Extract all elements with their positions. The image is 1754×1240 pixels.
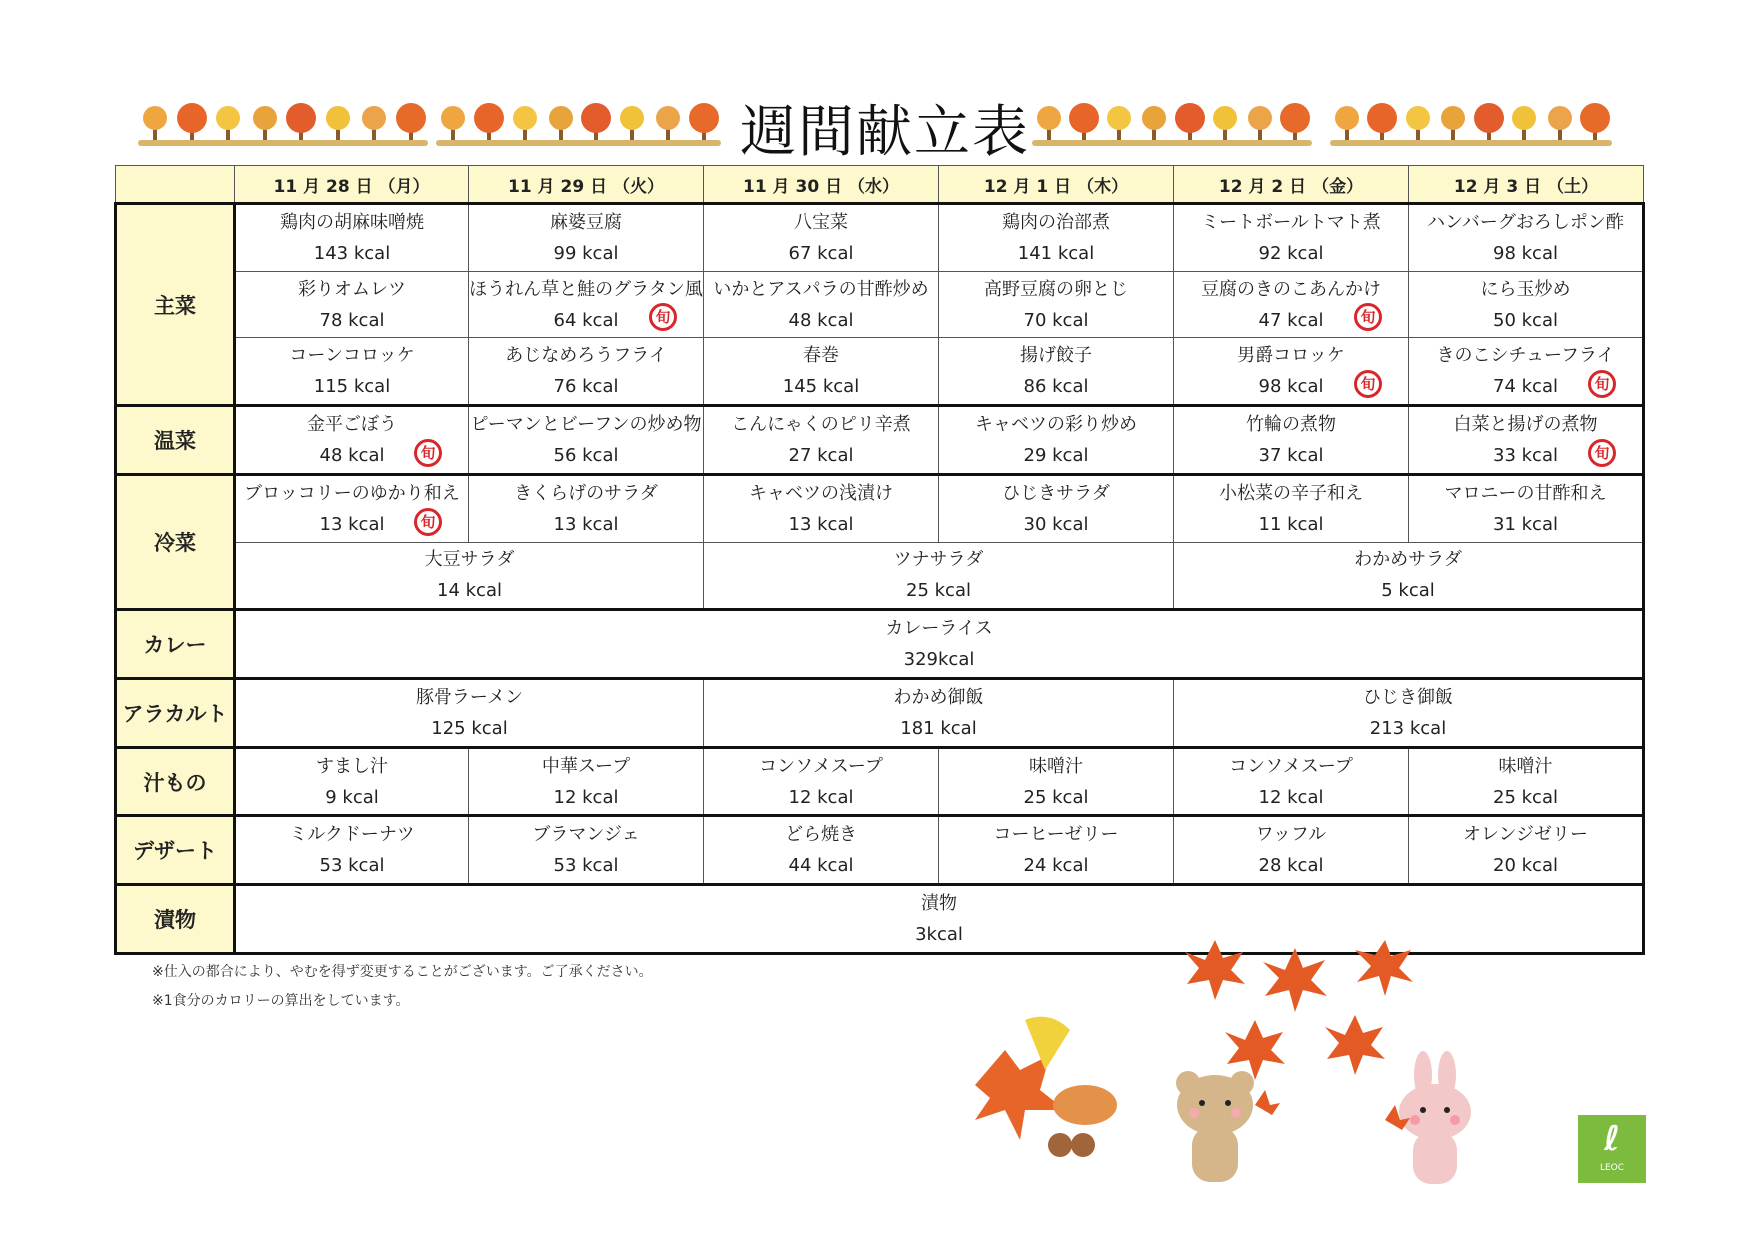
dish-name: 男爵コロッケ [1237, 345, 1345, 367]
dish-name: どら焼き [785, 824, 857, 846]
logo-mark-icon: ℓ [1603, 1119, 1621, 1159]
dish-kcal: 12 kcal [1258, 786, 1324, 808]
row-main [116, 271, 1644, 338]
dish-kcal: 53 kcal [553, 855, 619, 877]
dish-name: 八宝菜 [794, 211, 848, 233]
dish-name: ひじき御飯 [1363, 686, 1453, 708]
page-title: 週間献立表 [740, 100, 1030, 165]
dish-name: わかめ御飯 [893, 686, 984, 708]
dish-name: ひじきサラダ [1002, 482, 1110, 504]
dish-name: 豆腐のきのこあんかけ [1201, 278, 1381, 300]
dish-kcal: 67 kcal [788, 242, 854, 264]
menu-cell [235, 542, 704, 610]
dish-name: 春巻 [803, 345, 839, 367]
menu-cell [939, 406, 1174, 475]
menu-cell [235, 204, 469, 272]
dish-kcal: 115 kcal [313, 376, 391, 398]
autumn-tree-icon [1243, 102, 1277, 142]
menu-cell [1174, 474, 1409, 542]
autumn-tree-icon [687, 102, 721, 142]
dish-kcal: 92 kcal [1258, 242, 1324, 264]
footnotes [152, 958, 653, 1016]
dish-name: キャベツの浅漬け [749, 482, 893, 504]
menu-cell [1409, 204, 1644, 272]
autumn-tree-icon [1401, 102, 1435, 142]
dish-kcal: 74 kcal [1493, 376, 1558, 398]
menu-cell [235, 678, 704, 747]
menu-cell [1174, 678, 1644, 747]
autumn-tree-icon [1543, 102, 1577, 142]
rabbit-character [1385, 1050, 1495, 1190]
dish-kcal: 3kcal [915, 924, 963, 946]
dish-kcal: 5 kcal [1381, 580, 1435, 602]
dish-name: 豚骨ラーメン [415, 686, 524, 708]
menu-cell [939, 747, 1174, 816]
dish-name: コンソメスープ [759, 755, 883, 777]
menu-cell [939, 474, 1174, 542]
dish-name: ハンバーグおろしポン酢 [1427, 211, 1624, 233]
dish-name: ツナサラダ [893, 549, 984, 571]
menu-cell [235, 271, 469, 338]
category-dessert: デザート [116, 816, 235, 885]
dish-name: 味噌汁 [1029, 755, 1083, 777]
dish-name: 麻婆豆腐 [550, 211, 622, 233]
category-pickles: 漬物 [116, 885, 235, 954]
dish-name: 小松菜の辛子和え [1219, 482, 1363, 504]
menu-cell [469, 406, 704, 475]
menu-cell [1409, 747, 1644, 816]
dish-name: ワッフル [1255, 824, 1327, 846]
menu-cell [1174, 204, 1409, 272]
dish-kcal: 47 kcal [1258, 309, 1324, 331]
day-header: 12 月 3 日 （土） [1409, 166, 1644, 204]
day-header: 12 月 2 日 （金） [1174, 166, 1409, 204]
dish-name: カレーライス [885, 618, 993, 640]
dish-name: ブラマンジェ [532, 824, 640, 846]
autumn-tree-icon [357, 102, 391, 142]
dish-kcal: 12 kcal [553, 786, 619, 808]
seasonal-stamp-icon: 旬 [1588, 439, 1616, 467]
dish-kcal: 181 kcal [900, 717, 977, 739]
dish-kcal: 53 kcal [319, 855, 385, 877]
dish-kcal: 86 kcal [1023, 376, 1089, 398]
day-header: 11 月 28 日 （月） [235, 166, 469, 204]
menu-cell [704, 406, 939, 475]
autumn-tree-icon [615, 102, 649, 142]
menu-cell [469, 816, 704, 885]
dish-name: ミートボールトマト煮 [1201, 211, 1381, 233]
dish-name: ほうれん草と鮭のグラタン風 [469, 278, 703, 300]
dish-kcal: 78 kcal [319, 309, 385, 331]
note-line: ※1食分のカロリーの算出をしています。 [152, 993, 410, 1009]
seasonal-stamp-icon: 旬 [1354, 303, 1382, 331]
dish-kcal: 25 kcal [1023, 786, 1089, 808]
dish-name: 金平ごぼう [307, 413, 397, 435]
autumn-tree-icon [394, 102, 428, 142]
row-warm [116, 406, 1644, 475]
menu-cell [939, 204, 1174, 272]
autumn-tree-icon [321, 102, 355, 142]
category-main: 主菜 [116, 204, 235, 406]
row-dessert [116, 816, 1644, 885]
note-line: ※仕入の都合により、やむを得ず変更することがございます。ご了承ください。 [152, 964, 653, 980]
autumn-tree-icon [1365, 102, 1399, 142]
dish-name: 大豆サラダ [424, 549, 515, 571]
autumn-tree-icon [1102, 102, 1136, 142]
autumn-tree-icon [1578, 102, 1612, 142]
autumn-tree-icon [544, 102, 578, 142]
leoc-logo [1578, 1115, 1646, 1183]
dish-kcal: 13 kcal [319, 513, 385, 535]
autumn-tree-icon [508, 102, 542, 142]
menu-cell [469, 204, 704, 272]
menu-cell [939, 271, 1174, 338]
row-alacarte [116, 678, 1644, 747]
menu-cell [235, 816, 469, 885]
dish-name: すまし汁 [316, 755, 388, 777]
menu-cell [1174, 542, 1644, 610]
menu-cell [235, 474, 469, 542]
dish-kcal: 141 kcal [1017, 242, 1095, 264]
autumn-tree-icon [436, 102, 470, 142]
dish-name: わかめサラダ [1354, 549, 1462, 571]
seasonal-stamp-icon: 旬 [1354, 370, 1382, 398]
dish-name: 揚げ餃子 [1020, 345, 1092, 367]
dish-name: キャベツの彩り炒め [975, 413, 1137, 435]
seasonal-stamp-icon: 旬 [414, 508, 442, 536]
dish-kcal: 64 kcal [553, 309, 619, 331]
autumn-tree-icon [1278, 102, 1312, 142]
category-cold: 冷菜 [116, 474, 235, 609]
menu-cell [704, 678, 1174, 747]
menu-cell [1174, 338, 1409, 406]
menu-cell [939, 338, 1174, 406]
category-warm: 温菜 [116, 406, 235, 475]
dish-name: 竹輪の煮物 [1246, 413, 1336, 435]
row-cold [116, 474, 1644, 542]
dish-kcal: 125 kcal [431, 717, 508, 739]
dish-kcal: 99 kcal [553, 242, 619, 264]
dish-name: 味噌汁 [1498, 755, 1553, 777]
menu-cell [1409, 406, 1644, 475]
dish-kcal: 24 kcal [1023, 855, 1089, 877]
dish-kcal: 13 kcal [788, 513, 854, 535]
row-main [116, 338, 1644, 406]
dish-name: 高野豆腐の卵とじ [984, 278, 1128, 300]
autumn-tree-icon [1208, 102, 1242, 142]
day-header: 11 月 29 日 （火） [469, 166, 704, 204]
autumn-leaves-illustration [965, 1010, 1125, 1160]
menu-cell [469, 338, 704, 406]
menu-cell [704, 542, 1174, 610]
dish-kcal: 98 kcal [1258, 376, 1324, 398]
day-header: 11 月 30 日 （水） [704, 166, 939, 204]
dish-kcal: 30 kcal [1023, 513, 1089, 535]
autumn-tree-icon [248, 102, 282, 142]
dish-name: にら玉炒め [1480, 278, 1571, 300]
row-salads [116, 542, 1644, 610]
category-soup: 汁もの [116, 747, 235, 816]
autumn-tree-icon [1173, 102, 1207, 142]
dish-kcal: 50 kcal [1493, 309, 1558, 331]
dish-kcal: 27 kcal [788, 444, 854, 466]
dish-name: オレンジゼリー [1462, 824, 1589, 846]
dish-kcal: 28 kcal [1258, 855, 1324, 877]
dish-name: 漬物 [921, 893, 957, 915]
dish-name: マロニーの甘酢和え [1444, 482, 1607, 504]
autumn-tree-icon [1137, 102, 1171, 142]
dish-name: ブロッコリーのゆかり和え [244, 482, 460, 504]
dish-name: あじなめろうフライ [505, 345, 667, 367]
category-curry: カレー [116, 610, 235, 679]
dish-kcal: 9 kcal [325, 786, 379, 808]
menu-cell [1174, 816, 1409, 885]
dish-kcal: 76 kcal [553, 376, 619, 398]
menu-cell [469, 474, 704, 542]
menu-cell [704, 816, 939, 885]
dish-name: 中華スープ [541, 755, 631, 777]
autumn-tree-icon [1436, 102, 1470, 142]
menu-cell [1409, 271, 1644, 338]
header-corner [116, 166, 235, 204]
menu-cell [235, 338, 469, 406]
category-alacarte: アラカルト [116, 678, 235, 747]
seasonal-stamp-icon: 旬 [1588, 370, 1616, 398]
autumn-tree-icon [211, 102, 245, 142]
dish-name: コーヒーゼリー [993, 824, 1119, 846]
autumn-tree-icon [1067, 102, 1101, 142]
dish-kcal: 20 kcal [1493, 855, 1558, 877]
menu-cell [235, 610, 1644, 679]
seasonal-stamp-icon: 旬 [414, 439, 442, 467]
dish-name: 鶏肉の治部煮 [1002, 211, 1110, 233]
menu-table [114, 165, 1642, 955]
dish-kcal: 70 kcal [1023, 309, 1089, 331]
dish-kcal: 25 kcal [1493, 786, 1558, 808]
dish-name: 彩りオムレツ [298, 278, 406, 300]
dish-kcal: 329kcal [903, 649, 975, 671]
header-row [116, 166, 1644, 204]
row-soup [116, 747, 1644, 816]
bear-character [1170, 1065, 1280, 1190]
menu-cell [704, 747, 939, 816]
autumn-tree-icon [138, 102, 172, 142]
menu-cell [704, 271, 939, 338]
autumn-tree-icon [284, 102, 318, 142]
menu-cell [1409, 474, 1644, 542]
dish-kcal: 48 kcal [788, 309, 854, 331]
logo-text: LEOC [1599, 1163, 1625, 1173]
autumn-tree-icon [651, 102, 685, 142]
tree-row-left-1 [138, 100, 428, 146]
tree-row-right-1 [1032, 100, 1312, 146]
menu-cell [1174, 271, 1409, 338]
menu-cell [704, 474, 939, 542]
menu-cell [939, 816, 1174, 885]
menu-cell [704, 204, 939, 272]
autumn-tree-icon [1507, 102, 1541, 142]
dish-kcal: 48 kcal [319, 444, 385, 466]
menu-cell [235, 406, 469, 475]
dish-kcal: 44 kcal [788, 855, 854, 877]
tree-row-left-2 [436, 100, 721, 146]
autumn-tree-icon [1472, 102, 1506, 142]
autumn-tree-icon [1330, 102, 1364, 142]
row-curry [116, 610, 1644, 679]
dish-name: いかとアスパラの甘酢炒め [713, 278, 929, 300]
dish-kcal: 98 kcal [1493, 242, 1558, 264]
dish-kcal: 31 kcal [1493, 513, 1558, 535]
tree-row-right-2 [1330, 100, 1612, 146]
dish-kcal: 29 kcal [1023, 444, 1089, 466]
menu-cell [1174, 406, 1409, 475]
autumn-tree-icon [472, 102, 506, 142]
menu-cell [1409, 338, 1644, 406]
dish-kcal: 14 kcal [437, 580, 502, 602]
dish-name: コンソメスープ [1229, 755, 1353, 777]
dish-name: きのこシチューフライ [1436, 345, 1615, 367]
dish-kcal: 143 kcal [313, 242, 391, 264]
menu-cell [469, 271, 704, 338]
menu-cell [235, 747, 469, 816]
dish-name: こんにゃくのピリ辛煮 [731, 413, 911, 435]
menu-cell [1174, 747, 1409, 816]
row-main [116, 204, 1644, 272]
dish-kcal: 145 kcal [782, 376, 860, 398]
menu-cell [704, 338, 939, 406]
day-header: 12 月 1 日 （木） [939, 166, 1174, 204]
dish-kcal: 13 kcal [553, 513, 619, 535]
autumn-tree-icon [579, 102, 613, 142]
dish-kcal: 56 kcal [553, 444, 619, 466]
dish-kcal: 213 kcal [1369, 717, 1447, 739]
autumn-tree-icon [175, 102, 209, 142]
dish-name: ピーマンとビーフンの炒め物 [470, 413, 702, 435]
dish-kcal: 33 kcal [1493, 444, 1558, 466]
seasonal-stamp-icon: 旬 [649, 303, 677, 331]
dish-name: 鶏肉の胡麻味噌焼 [280, 211, 424, 233]
dish-kcal: 11 kcal [1258, 513, 1324, 535]
dish-kcal: 25 kcal [906, 580, 971, 602]
menu-cell [1409, 816, 1644, 885]
dish-kcal: 12 kcal [788, 786, 854, 808]
dish-name: きくらげのサラダ [514, 482, 658, 504]
menu-cell [469, 747, 704, 816]
dish-kcal: 37 kcal [1258, 444, 1324, 466]
dish-name: コーンコロッケ [289, 345, 415, 367]
dish-name: 白菜と揚げの煮物 [1453, 413, 1598, 435]
autumn-tree-icon [1032, 102, 1066, 142]
dish-name: ミルクドーナツ [289, 824, 415, 846]
